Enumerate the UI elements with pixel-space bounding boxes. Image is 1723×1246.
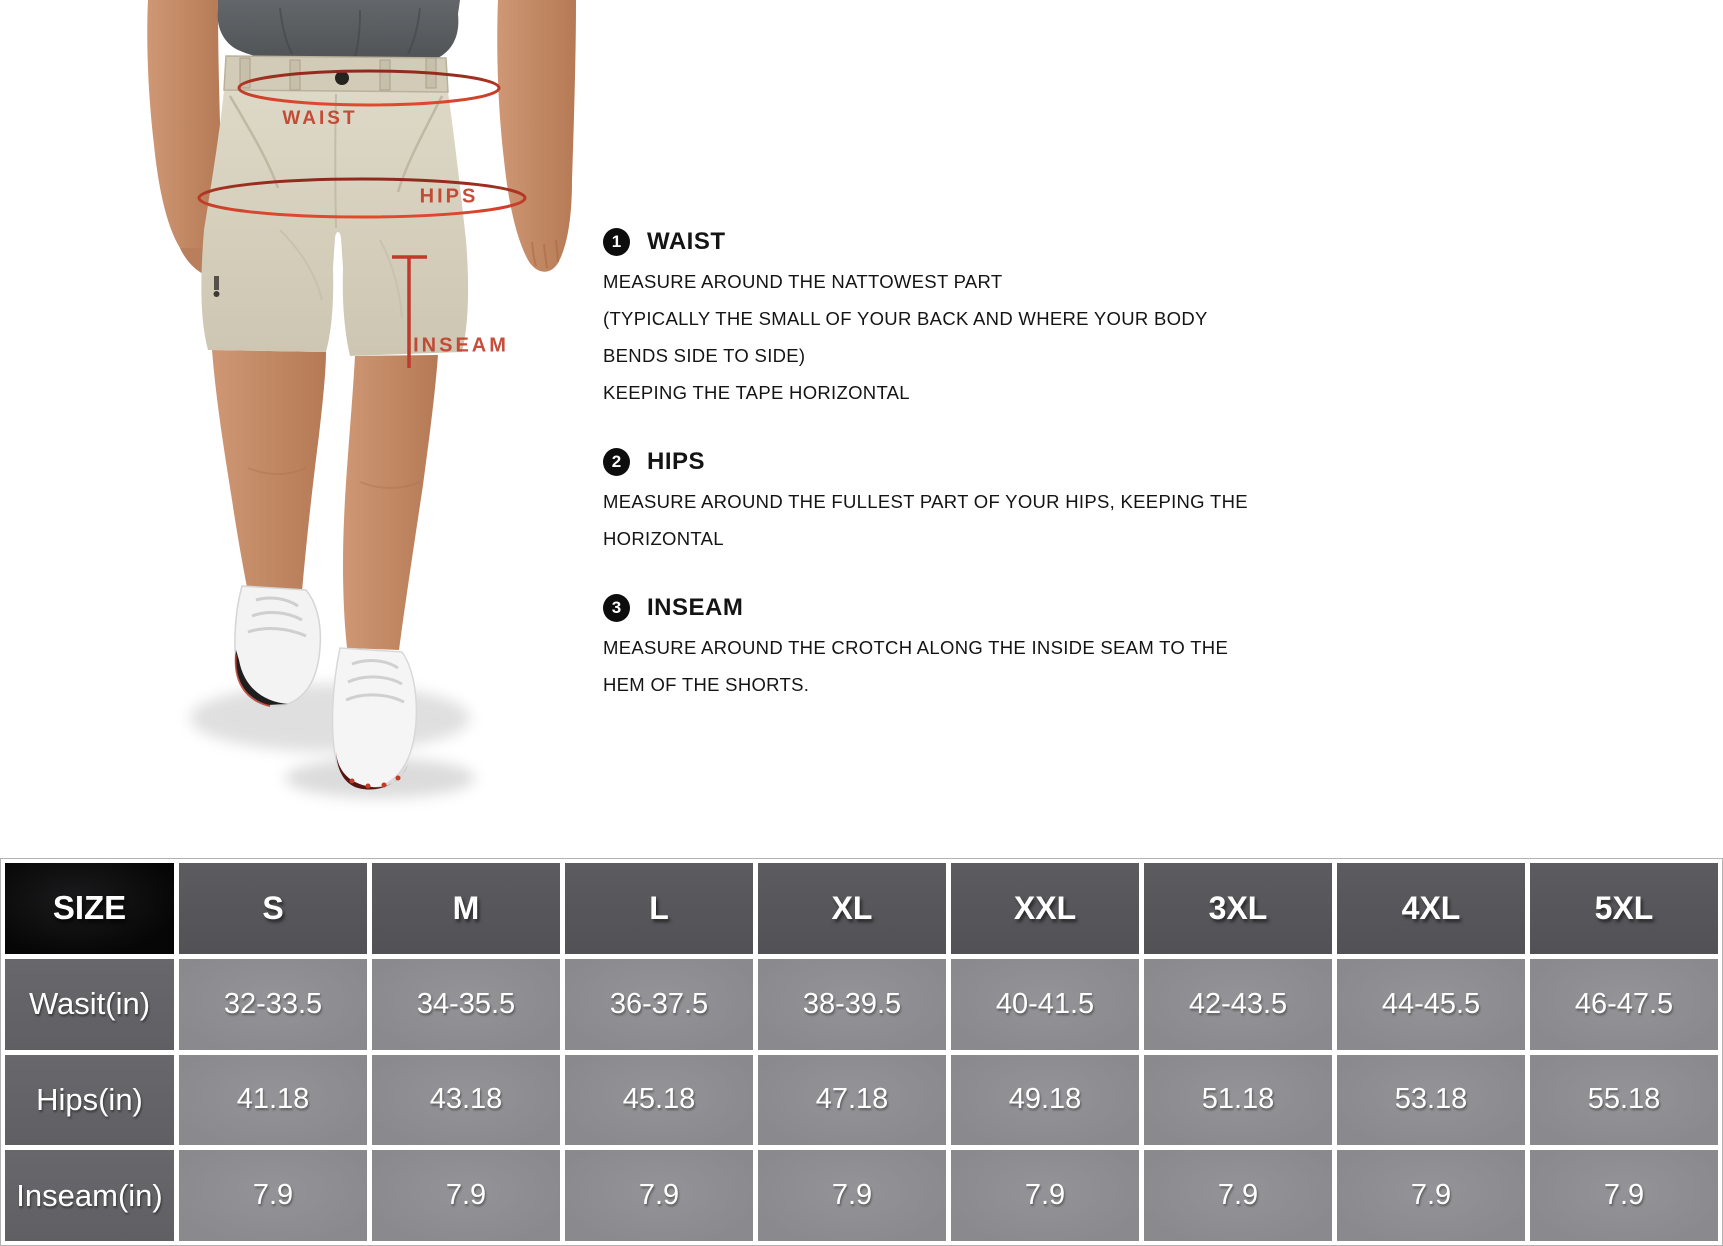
step-number-badge: 1 xyxy=(603,228,630,256)
table-value-cell: 55.18 xyxy=(1530,1055,1718,1146)
instruction-line: MEASURE AROUND THE CROTCH ALONG THE INSIDE SEAM TO THE xyxy=(603,637,1229,658)
table-value-cell: 49.18 xyxy=(951,1055,1139,1146)
table-header-cell: 5XL xyxy=(1530,863,1718,954)
table-value-cell: 38-39.5 xyxy=(758,959,946,1050)
table-row-label: Inseam(in) xyxy=(5,1150,174,1241)
step-heading xyxy=(603,448,1393,476)
step-title: WAIST xyxy=(647,228,726,255)
step-number-badge: 2 xyxy=(603,448,630,476)
step-title: HIPS xyxy=(647,448,706,475)
table-header-cell: XL xyxy=(758,863,946,954)
table-value-cell: 32-33.5 xyxy=(179,959,367,1050)
table-value-cell: 7.9 xyxy=(179,1150,367,1241)
step-heading xyxy=(603,228,1393,256)
table-value-cell: 7.9 xyxy=(1337,1150,1525,1241)
left-leg xyxy=(212,350,326,592)
inseam-annotation-label: INSEAM xyxy=(413,334,509,357)
instruction-line: KEEPING THE TAPE HORIZONTAL xyxy=(603,382,910,403)
left-shoe xyxy=(235,586,320,706)
table-value-cell: 43.18 xyxy=(372,1055,560,1146)
table-header-cell: L xyxy=(565,863,753,954)
waistband xyxy=(224,56,448,92)
measure-step-waist xyxy=(603,228,1393,411)
table-value-cell: 7.9 xyxy=(758,1150,946,1241)
size-chart-table xyxy=(0,858,1723,1246)
model-illustration xyxy=(130,0,610,858)
table-header-cell: 3XL xyxy=(1144,863,1332,954)
table-value-cell: 53.18 xyxy=(1337,1055,1525,1146)
table-row-label: Wasit(in) xyxy=(5,959,174,1050)
table-value-cell: 45.18 xyxy=(565,1055,753,1146)
instruction-line: MEASURE AROUND THE NATTOWEST PART xyxy=(603,271,1003,292)
table-header-cell: M xyxy=(372,863,560,954)
table-value-cell: 40-41.5 xyxy=(951,959,1139,1050)
measure-instructions xyxy=(603,228,1393,740)
instruction-line: HEM OF THE SHORTS. xyxy=(603,674,810,695)
table-row-label: Hips(in) xyxy=(5,1055,174,1146)
step-heading xyxy=(603,594,1393,622)
table-value-cell: 7.9 xyxy=(565,1150,753,1241)
table-value-cell: 47.18 xyxy=(758,1055,946,1146)
instruction-line: (TYPICALLY THE SMALL OF YOUR BACK AND WHERE YOUR BODY xyxy=(603,308,1208,329)
right-leg xyxy=(343,355,438,650)
step-title: INSEAM xyxy=(647,594,744,621)
measure-step-hips xyxy=(603,448,1393,557)
table-value-cell: 7.9 xyxy=(1144,1150,1332,1241)
hips-annotation-label: HIPS xyxy=(419,185,479,208)
table-value-cell: 34-35.5 xyxy=(372,959,560,1050)
instruction-line: BENDS SIDE TO SIDE) xyxy=(603,345,806,366)
model-photo xyxy=(130,0,610,858)
table-header-cell: S xyxy=(179,863,367,954)
table-header-size: SIZE xyxy=(5,863,174,954)
table-value-cell: 42-43.5 xyxy=(1144,959,1332,1050)
instruction-line: MEASURE AROUND THE FULLEST PART OF YOUR HIPS, KEEPING THE xyxy=(603,491,1248,512)
waist-annotation-label: WAIST xyxy=(282,108,358,129)
table-header-cell: 4XL xyxy=(1337,863,1525,954)
right-arm xyxy=(497,0,576,272)
table-value-cell: 36-37.5 xyxy=(565,959,753,1050)
side-zipper-pull xyxy=(214,276,220,297)
instruction-line: HORIZONTAL xyxy=(603,528,724,549)
table-value-cell: 41.18 xyxy=(179,1055,367,1146)
table-value-cell: 51.18 xyxy=(1144,1055,1332,1146)
step-number-badge: 3 xyxy=(603,594,630,622)
table-value-cell: 44-45.5 xyxy=(1337,959,1525,1050)
table-header-cell: XXL xyxy=(951,863,1139,954)
table-value-cell: 7.9 xyxy=(1530,1150,1718,1241)
shorts-button xyxy=(335,71,349,85)
table-value-cell: 7.9 xyxy=(372,1150,560,1241)
measure-step-inseam xyxy=(603,594,1393,703)
table-value-cell: 46-47.5 xyxy=(1530,959,1718,1050)
table-value-cell: 7.9 xyxy=(951,1150,1139,1241)
